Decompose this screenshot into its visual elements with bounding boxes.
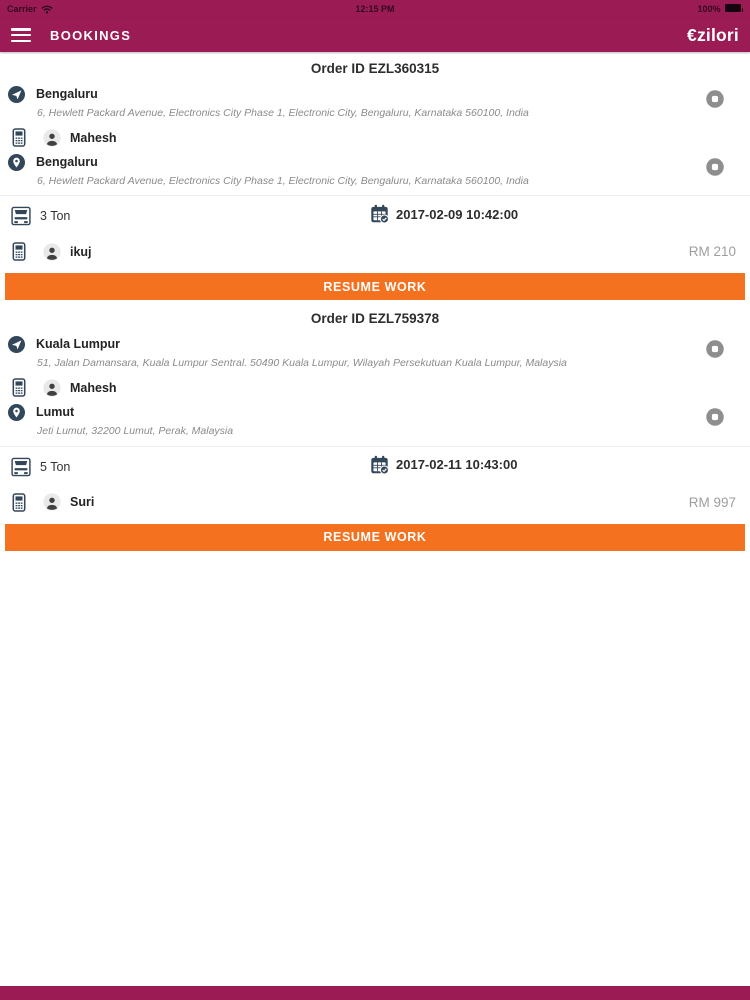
- pickup-action-icon[interactable]: [705, 339, 725, 359]
- driver-row: [12, 128, 750, 147]
- order-id-label: Order ID EZL759378: [310, 311, 440, 327]
- schedule-group: [370, 204, 518, 224]
- phone-icon[interactable]: [12, 242, 26, 261]
- carrier-label: Carrier: [7, 4, 37, 14]
- pickup-city: Bengaluru: [36, 87, 98, 101]
- drop-action-icon[interactable]: [705, 407, 725, 427]
- calendar-check-icon: [370, 455, 389, 475]
- truck-icon: [10, 206, 32, 226]
- wifi-icon: [41, 5, 53, 14]
- battery-icon: [725, 4, 744, 14]
- phone-icon[interactable]: [12, 378, 26, 397]
- drop-row: [0, 403, 750, 421]
- drop-city: Lumut: [36, 405, 75, 420]
- map-pin-icon: [8, 154, 25, 171]
- page-title: BOOKINGS: [50, 27, 132, 43]
- vehicle-type: 3 Ton: [40, 209, 71, 224]
- customer-avatar-icon: [43, 243, 61, 261]
- phone-icon[interactable]: [12, 128, 26, 147]
- customer-row: [12, 493, 750, 512]
- pickup-city: Kuala Lumpur: [36, 337, 121, 352]
- phone-icon[interactable]: [12, 493, 26, 512]
- send-icon: [8, 336, 25, 353]
- pickup-action-icon[interactable]: [705, 89, 725, 109]
- pickup-row: [0, 335, 750, 353]
- drop-row: [0, 153, 750, 171]
- pickup-address: 51, Jalan Damansara, Kuala Lumpur Sentral. 50490 Kuala Lumpur, Wilayah Persekutuan Kuala Lumpur, Malaysia: [37, 357, 567, 370]
- driver-avatar-icon: [43, 379, 61, 397]
- customer-row: [12, 242, 750, 261]
- calendar-check-icon: [370, 204, 389, 224]
- driver-name: Mahesh: [70, 380, 117, 395]
- customer-name: Suri: [70, 495, 95, 509]
- booking-datetime: 2017-02-09 10:42:00: [396, 206, 519, 222]
- driver-name: Mahesh: [70, 130, 117, 145]
- schedule-group: [370, 455, 517, 475]
- vehicle-type: 5 Ton: [40, 459, 71, 474]
- resume-work-button[interactable]: RESUME WORK: [5, 524, 745, 551]
- driver-avatar-icon: [43, 129, 61, 147]
- resume-work-button[interactable]: RESUME WORK: [5, 273, 745, 300]
- driver-row: [12, 378, 750, 397]
- pickup-row: [0, 85, 750, 103]
- drop-address: Jeti Lumut, 32200 Lumut, Perak, Malaysia: [37, 425, 234, 438]
- order-id-label: Order ID EZL360315: [310, 61, 440, 76]
- drop-action-icon[interactable]: [705, 157, 725, 177]
- status-bar: [0, 0, 750, 18]
- bookings-list: [0, 52, 750, 557]
- truck-icon: [10, 457, 32, 477]
- booking-card: [0, 52, 750, 300]
- send-icon: [8, 86, 25, 103]
- customer-name: ikuj: [70, 244, 92, 259]
- booking-datetime: 2017-02-11 10:43:00: [396, 457, 518, 472]
- bottom-bar: [0, 986, 750, 1000]
- drop-address: 6, Hewlett Packard Avenue, Electronics City Phase 1, Electronic City, Bengaluru, Karnataka 560100, India: [37, 175, 529, 188]
- vehicle-date-row: [0, 195, 750, 234]
- clock-time: 12:15 PM: [355, 4, 395, 14]
- booking-card: [0, 302, 750, 550]
- map-pin-icon: [8, 404, 25, 421]
- drop-city: Bengaluru: [36, 155, 98, 170]
- customer-avatar-icon: [43, 493, 61, 511]
- brand-logo: €zilori: [687, 24, 739, 45]
- pickup-address: 6, Hewlett Packard Avenue, Electronics City Phase 1, Electronic City, Bengaluru, Karnataka 560100, India: [37, 107, 529, 119]
- menu-icon[interactable]: [11, 28, 31, 42]
- app-bar: [0, 18, 750, 52]
- vehicle-date-row: [0, 446, 750, 485]
- price-label: RM 997: [688, 494, 736, 510]
- battery-percent: 100%: [697, 4, 721, 14]
- price-label: RM 210: [688, 244, 736, 260]
